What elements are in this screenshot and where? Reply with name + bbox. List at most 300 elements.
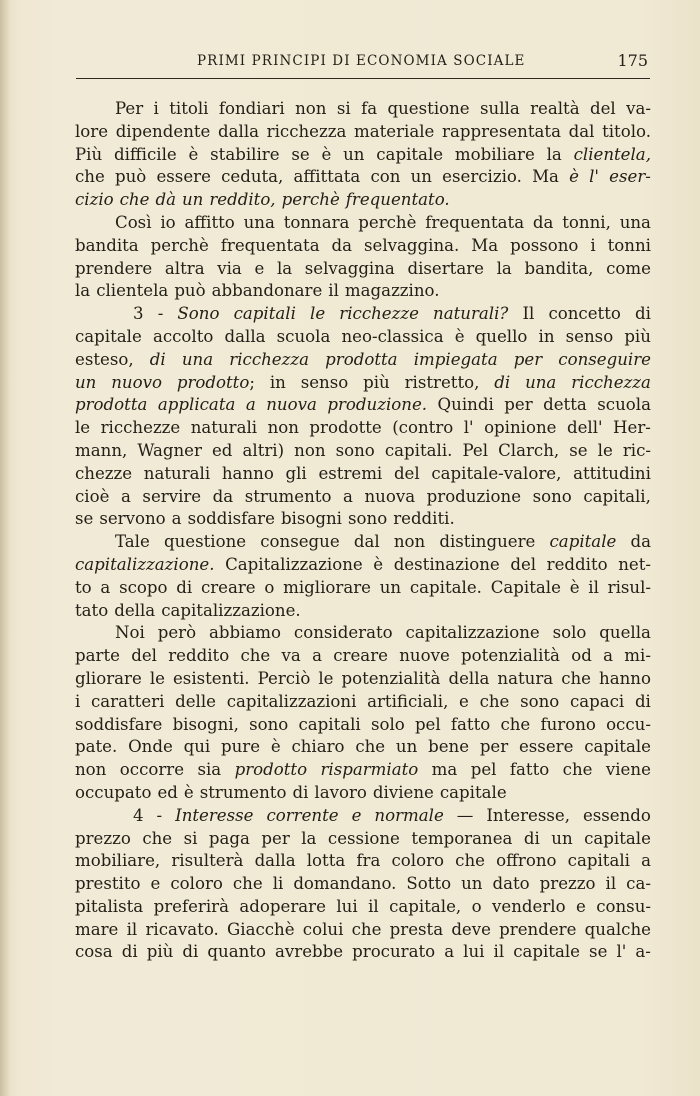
roman-text: to [75,577,92,597]
word [122,941,138,964]
word [75,144,102,167]
word [295,98,326,121]
roman-text: naturali [143,463,211,483]
roman-text: tonni, [562,212,611,232]
roman-text: in [269,372,286,392]
word [298,714,360,737]
roman-text: presta [389,919,444,939]
roman-text: sia [197,760,222,780]
text-line [75,508,651,531]
word [620,212,651,235]
roman-text: migliorare [283,577,371,597]
roman-text: Il [522,304,535,324]
roman-text: consu- [596,896,651,916]
word [624,645,651,668]
roman-text: ricavato. [145,919,219,939]
roman-text: l' [616,942,627,962]
word [177,372,255,395]
word [606,258,651,281]
running-head [76,51,650,81]
roman-text: affitto [184,212,235,232]
roman-text: non [267,418,299,438]
word [169,98,208,121]
word [158,622,196,645]
roman-text: altri) [242,440,285,460]
roman-text: stabilire [210,144,280,164]
roman-text: mi- [624,646,651,666]
word [333,645,388,668]
roman-text: soddisfare [75,714,163,734]
roman-text: attitudini [573,463,651,483]
roman-text: ric- [622,440,651,460]
word [345,280,440,303]
word [120,759,184,782]
roman-text: deve [451,919,491,939]
roman-text: per [261,828,290,848]
roman-text: e [459,691,469,711]
roman-text: i [153,99,159,118]
roman-text: prezzo [75,828,131,848]
word [428,736,469,759]
word [569,166,579,189]
word [154,896,229,919]
word [583,486,651,509]
word [225,326,266,349]
word [415,714,441,737]
roman-text: più [146,942,174,962]
text-line [75,577,651,600]
roman-text: ricchezze [100,418,181,438]
italic-text: capitali [233,304,296,324]
roman-text: a [603,646,614,666]
word [233,873,263,896]
roman-text: capitale, [389,896,462,916]
word [221,736,260,759]
word [144,463,210,486]
roman-text: da [212,486,234,506]
word [225,554,363,577]
word [260,531,339,554]
roman-text: un [379,577,402,597]
roman-text: qui [183,737,211,757]
roman-text: mobiliare [454,144,535,164]
roman-text: concetto [548,304,621,324]
roman-text: sono [335,440,375,460]
word [597,394,651,417]
roman-text: a [171,509,182,529]
word [370,166,400,189]
text-line [75,212,651,235]
word [618,554,651,577]
roman-text: che [455,851,485,871]
text-line [75,121,651,144]
word [471,235,498,258]
italic-text: di [149,349,166,369]
word [281,508,342,531]
word [221,235,320,258]
roman-text: lui [463,942,485,962]
roman-text: occorre [119,760,185,780]
word [533,486,572,509]
word [150,349,166,372]
word [75,554,215,577]
italic-text: l' [589,167,599,187]
word [551,828,572,851]
roman-text: gliorare [75,668,142,688]
roman-text: si [183,828,198,848]
word [439,531,535,554]
word [414,349,498,372]
word [318,668,333,691]
word [75,349,134,372]
word [385,440,453,463]
word [75,440,127,463]
roman-text: o [471,896,482,916]
word [494,941,505,964]
roman-text: se [569,440,588,460]
roman-text: esistenti. [172,668,250,688]
roman-text: Interesse, [486,805,570,825]
word [246,394,256,417]
word [291,736,344,759]
word [499,919,576,942]
word [294,622,393,645]
roman-text: e [254,258,265,278]
word [550,531,617,554]
roman-text: neo-classica [341,326,444,346]
roman-text: net- [618,554,651,574]
word [75,372,96,395]
word [570,577,580,600]
word [336,440,375,463]
word [318,463,382,486]
word [368,896,379,919]
italic-text: un [75,372,97,392]
roman-text: frequentata [220,235,320,255]
roman-text: Wagner [137,440,202,460]
word [568,850,630,873]
roman-text: va [281,646,301,666]
italic-text: una [525,372,557,392]
roman-text: se [75,509,94,529]
roman-text: da [630,532,651,552]
italic-text: impiegata [413,349,498,369]
roman-text: perchè [358,212,417,232]
word [596,896,651,919]
word [328,828,400,851]
word [352,805,362,828]
word [75,691,80,714]
word [492,896,566,919]
word [160,212,175,235]
roman-text: capitali [567,851,630,871]
italic-text: eser- [609,167,651,187]
roman-text: per [479,737,509,757]
word [221,166,283,189]
roman-text: il [126,919,138,939]
roman-text: da [331,235,353,255]
roman-text: un [461,874,483,894]
roman-text: esercizio. [442,167,522,187]
roman-text: fatto [509,760,550,780]
word [461,873,482,896]
roman-text: le [318,668,334,688]
word [584,736,651,759]
roman-text: è [569,577,580,597]
word [197,759,221,782]
word [277,326,331,349]
roman-text: bandita, [524,258,594,278]
roman-text: ed [157,782,178,802]
word [209,622,281,645]
roman-text: dalla [254,851,296,871]
word [284,212,350,235]
roman-text: capitali, [583,486,651,506]
roman-text: scuola [276,326,331,346]
roman-text: capitalizzazioni [226,691,357,711]
word [563,759,593,782]
roman-text: del [510,554,537,574]
word [172,508,182,531]
gutter-shadow [0,0,10,1096]
roman-text: di [634,691,651,711]
word [75,941,113,964]
roman-text: quanto [207,942,266,962]
roman-text: la [75,281,91,301]
roman-text: e [575,896,586,916]
word [293,873,396,896]
word [294,166,361,189]
roman-text: quello [475,326,528,346]
roman-text: reddito [168,646,230,666]
word [182,349,213,372]
roman-text: è [321,144,332,164]
word [261,828,289,851]
roman-text: si [336,99,351,118]
word [115,166,146,189]
roman-text: cessione [327,828,400,848]
word [410,577,482,600]
word [75,782,151,805]
word [75,326,142,349]
word [301,372,349,395]
word [191,417,257,440]
word [392,417,453,440]
roman-text: - [156,805,163,825]
roman-text: capitale [513,942,580,962]
italic-text: e [351,805,362,825]
word [504,394,532,417]
roman-text: dato [492,874,530,894]
roman-text: mobiliare, [75,851,161,871]
roman-text: che [562,760,593,780]
word [158,394,236,417]
roman-text: della [448,668,490,688]
word [157,805,163,828]
roman-text: lore [75,121,109,141]
text-line [75,782,651,805]
roman-text: abbandonare [211,281,323,301]
word [173,714,239,737]
word [461,645,560,668]
text-line [75,554,651,577]
text-line [75,144,651,167]
roman-text: diviene [372,782,434,802]
roman-text: soddisfare [187,509,275,529]
word [188,508,275,531]
roman-text: titolo. [602,121,651,141]
roman-text: artificiali, [367,691,449,711]
word [209,189,275,212]
italic-text: prodotto [234,760,308,780]
roman-text: selvaggina. [364,235,460,255]
roman-text: hanno [599,668,651,688]
roman-text: detta [543,395,587,415]
italic-text: che [119,190,150,210]
roman-text: può [114,167,147,187]
roman-text: per [504,395,533,415]
roman-text: altra [164,258,205,278]
roman-text: creare [200,577,256,597]
word [243,440,285,463]
roman-text: della [114,600,156,620]
roman-text: essendo [582,805,651,825]
word [240,645,270,668]
text-line [75,691,651,714]
roman-text: come [606,258,651,278]
roman-text: Tale [115,532,150,552]
roman-text: realtà [530,99,580,118]
word [491,577,561,600]
italic-text: Interesse [175,805,254,825]
roman-text: venderlo [492,896,566,916]
roman-text: perchè [150,235,209,255]
word [294,440,325,463]
word [255,850,296,873]
roman-text: mann, [75,440,128,460]
roman-text: può [174,281,206,301]
roman-text: capitalizzazione. [161,600,301,620]
roman-text: potenzialità [461,646,560,666]
roman-text: dalla [224,326,266,346]
roman-text: il [588,577,599,597]
roman-text: capitali [298,714,361,734]
roman-text: bandita [75,235,139,255]
roman-text: del [589,99,616,118]
roman-text: Capitale [490,577,561,597]
word [562,212,611,235]
word [354,531,380,554]
text-line [75,645,651,668]
word [576,896,586,919]
text-line [75,280,651,303]
word [641,850,651,873]
word [407,258,484,281]
word [613,417,651,440]
roman-text: è [373,554,384,574]
word [520,691,559,714]
word [268,417,299,440]
word [510,759,549,782]
roman-text: Per [115,99,144,118]
roman-text: strumento [244,486,332,506]
roman-text: pel [414,714,441,734]
word [492,873,529,896]
roman-text: capitale-valore, [431,463,562,483]
roman-text: non [75,760,107,780]
roman-text: solo [552,623,587,643]
word [574,144,651,167]
roman-text: è [270,737,281,757]
roman-text: coloro [391,851,445,871]
roman-text: possono [510,235,579,255]
roman-text: la [546,144,562,164]
word [234,303,296,326]
word [433,303,508,326]
word [569,121,595,144]
word [119,577,167,600]
roman-text: Capitalizzazione [225,554,363,574]
roman-text: od [571,646,592,666]
word [286,463,307,486]
word [312,645,322,668]
italic-text: produzione. [327,395,428,415]
word [327,394,427,417]
word [524,828,540,851]
word [249,714,288,737]
word [303,919,344,942]
word [539,326,555,349]
word [75,577,92,600]
roman-text: (contro [392,418,454,438]
word [270,372,286,395]
roman-text: rappresentata [442,121,561,141]
roman-text: clientela [96,281,169,301]
roman-text: a [100,577,111,597]
roman-text: che [561,668,592,688]
word [328,280,339,303]
roman-text: ma [431,760,458,780]
roman-text: ricchezza [266,121,347,141]
roman-text: da [532,212,554,232]
word [606,714,651,737]
word [115,212,152,235]
roman-text: nuova [364,486,416,506]
roman-text: coloro [170,874,223,894]
word [75,417,90,440]
italic-text: per [513,349,543,369]
text-line [75,622,651,645]
word [373,782,434,805]
word [111,372,162,395]
word [133,805,144,828]
word [75,463,132,486]
word [239,896,326,919]
word [451,714,490,737]
word [271,736,281,759]
word [394,554,500,577]
roman-text: il [368,896,379,916]
word [471,759,497,782]
word [212,440,232,463]
roman-text: nuove [399,646,450,666]
roman-text: di [121,942,138,962]
word [282,189,340,212]
word [364,235,459,258]
roman-text: natura [497,668,554,688]
roman-text: di [635,304,651,324]
roman-text: gli [285,463,307,483]
